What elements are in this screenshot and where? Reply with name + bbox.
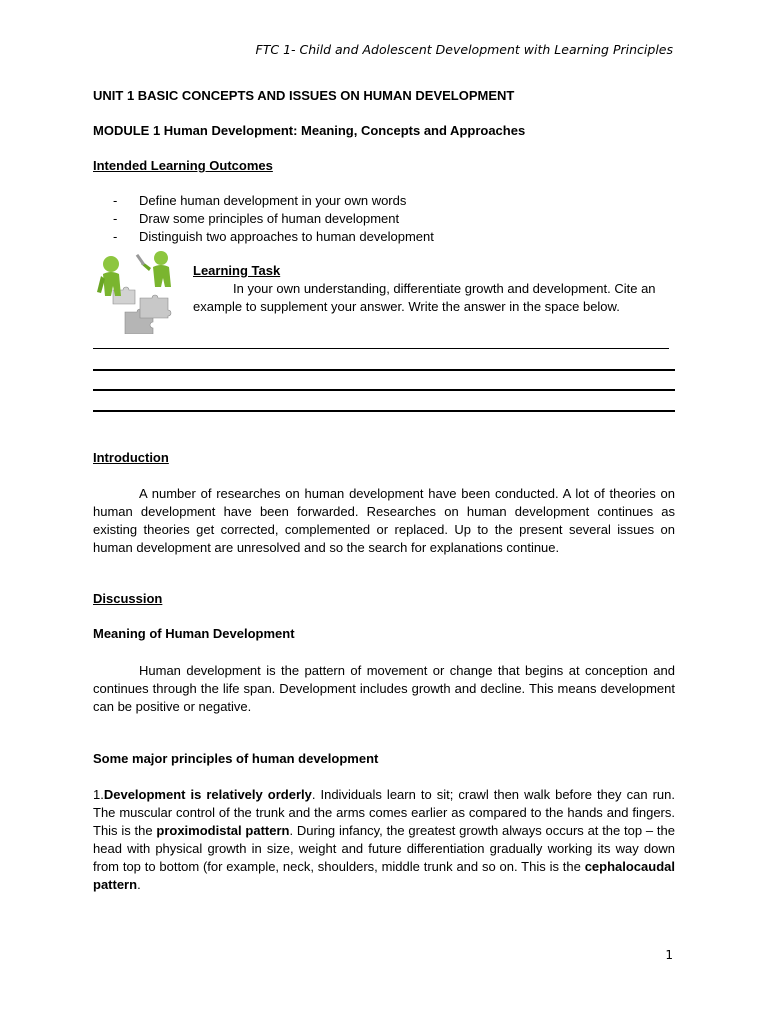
outcomes-list xyxy=(113,192,434,246)
principles-heading: Some major principles of human development xyxy=(93,751,379,766)
page-number: 1 xyxy=(665,948,673,962)
meaning-heading: Meaning of Human Development xyxy=(93,626,295,641)
list-item: - Define human development in your own words xyxy=(113,193,407,208)
person-figure-icon xyxy=(136,251,171,287)
answer-line xyxy=(93,348,669,349)
introduction-heading: Introduction xyxy=(93,450,169,465)
principle-lead: Development is relatively orderly xyxy=(103,787,312,802)
answer-line xyxy=(93,369,675,371)
list-item: - Distinguish two approaches to human development xyxy=(113,229,434,244)
unit-title: UNIT 1 BASIC CONCEPTS AND ISSUES ON HUMAN DEVELOPMENT xyxy=(93,88,515,103)
discussion-heading: Discussion xyxy=(93,591,163,606)
learning-task-text: In your own understanding, differentiate growth and development. Cite an example to supplement your answer. Write the answer in the space below. xyxy=(193,281,656,314)
running-header: FTC 1- Child and Adolescent Development with Learning Principles xyxy=(255,42,673,57)
key-term: proximodistal pattern xyxy=(156,823,290,838)
learning-task-heading: Learning Task xyxy=(193,263,281,278)
outcomes-heading: Intended Learning Outcomes xyxy=(93,158,273,173)
puzzle-figures-illustration xyxy=(95,250,187,334)
meaning-paragraph: Human development is the pattern of movement or change that begins at conception and continues through the life span. Development includes growth and decline. This means development can be positive or negative. xyxy=(93,663,675,714)
principle-paragraph: 1.Development is relatively orderly. Individuals learn to sit; crawl then walk before they can run. The muscular control of the trunk and the arms comes earlier as compared to the hands and fingers. This is the proximodistal pattern. During infancy, the greatest growth always occurs at the top – the head with physical growth in size, weight and future differentiation gradually working its way down from top to bottom (for example, neck, shoulders, middle trunk and so on. This is the cephalocaudal pattern. xyxy=(93,787,675,892)
list-item: - Draw some principles of human development xyxy=(113,211,400,226)
introduction-paragraph: A number of researches on human development have been conducted. A lot of theories on human development have been forwarded. Researches on human development continues as existing theories get corrected, complemented or replaced. Up to the present several issues on human development are unresolved and so the search for explanations continue. xyxy=(93,486,675,555)
person-figure-icon xyxy=(97,256,121,296)
module-title: MODULE 1 Human Development: Meaning, Concepts and Approaches xyxy=(93,123,526,138)
key-term: cephalocaudal pattern xyxy=(93,859,675,892)
answer-line xyxy=(93,389,675,391)
answer-line xyxy=(93,410,675,412)
puzzle-pieces-icon xyxy=(113,287,171,334)
